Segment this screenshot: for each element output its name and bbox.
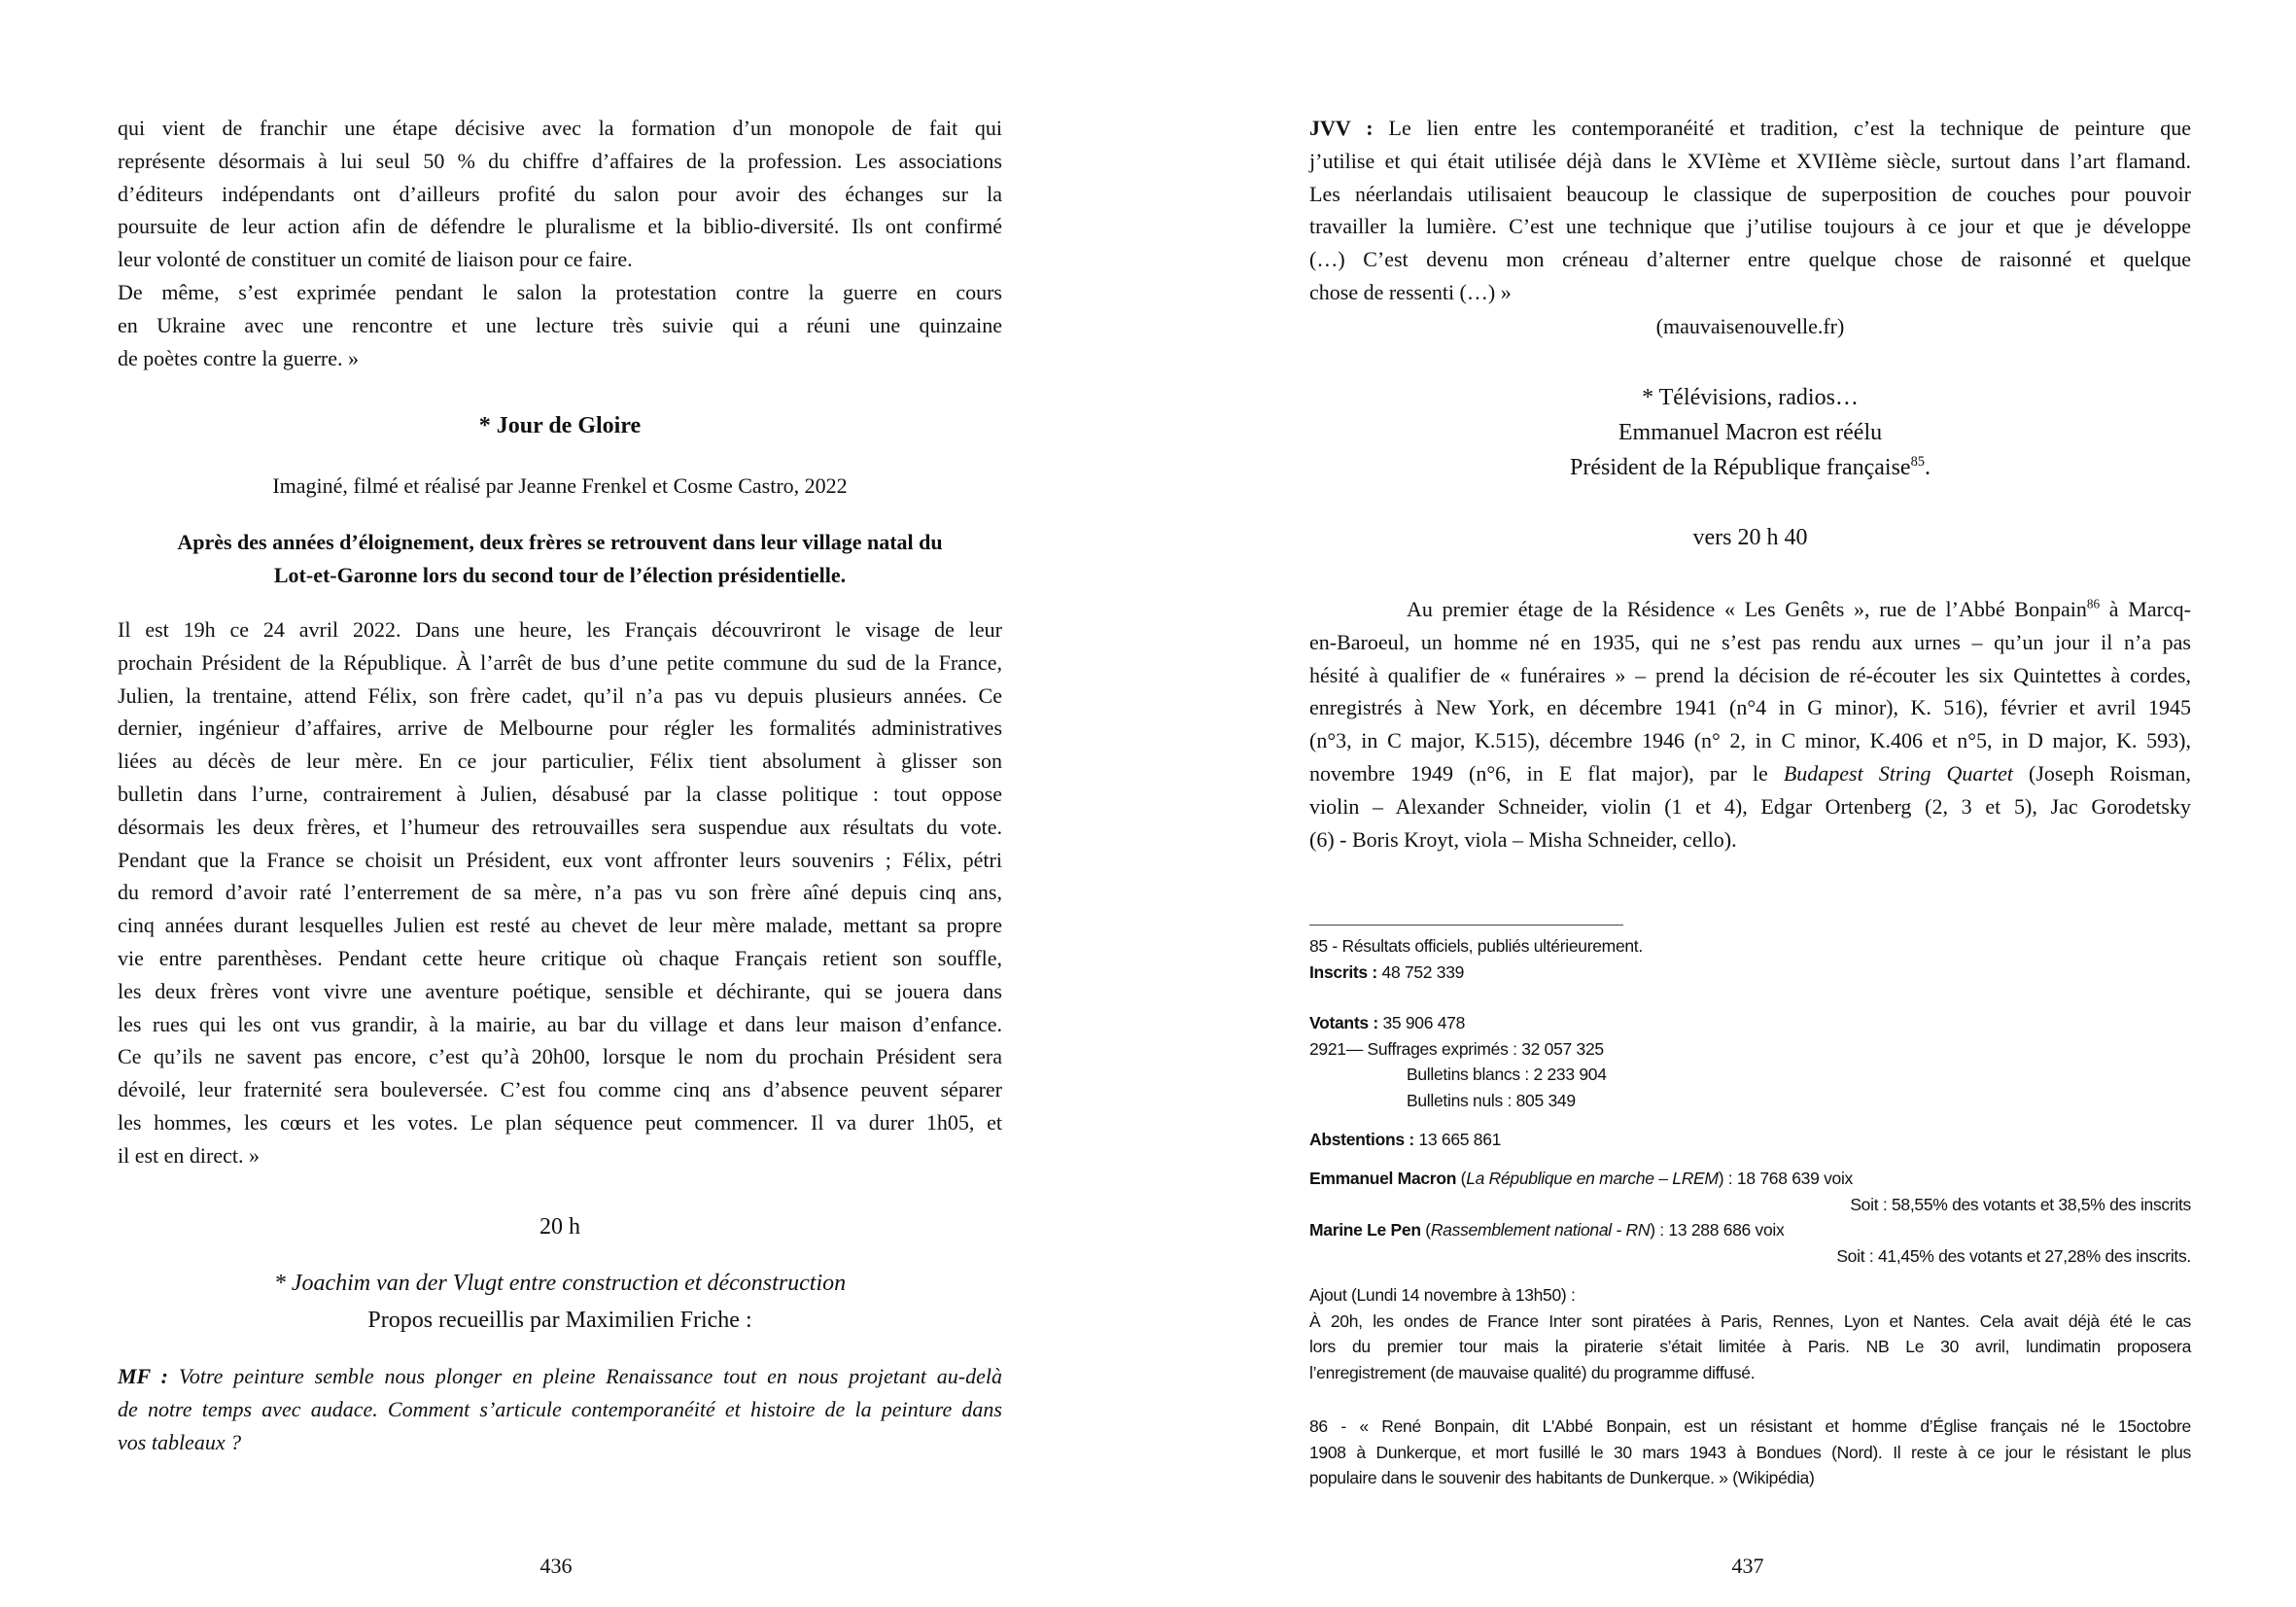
text-line: [1309, 790, 2191, 823]
text-line: [1309, 1062, 2191, 1088]
text-line: [118, 559, 1002, 592]
text-line: [1309, 112, 2191, 145]
text-run: * Télévisions, radios…: [1642, 385, 1859, 410]
text-line: [1309, 757, 2191, 790]
text-line: [1309, 1192, 2191, 1218]
interview-answer: [1309, 112, 2191, 309]
film-tagline: [118, 526, 1002, 592]
text-line: [1309, 276, 2191, 309]
text-line: [1309, 1282, 2191, 1309]
text-line: [1309, 1334, 2191, 1360]
text-line: [118, 243, 1002, 276]
text-run: Ajout (Lundi 14 novembre à 13h50) :: [1309, 1285, 1576, 1305]
text-run: de notre temps avec audace. Comment s’articule contemporanéité et histoire de la peinture dans: [118, 1396, 1002, 1421]
text-run: les rues qui les ont vus grandir, à la mairie, au bar du village et dans leur maison d’enfance.: [118, 1011, 1002, 1036]
news-headline: [1309, 380, 2191, 485]
text-run: l’enregistrement (de mauvaise qualité) du programme diffusé.: [1309, 1362, 1756, 1382]
text-line: [1309, 626, 2191, 659]
section-heading: * Jour de Gloire: [478, 413, 642, 438]
text-line: [1309, 691, 2191, 724]
text-run: 48 752 339: [1381, 961, 1465, 982]
text-run: Au premier étage de la Résidence « Les Genêts », rue de l’Abbé Bonpain: [1407, 597, 2087, 621]
text-run: cinq années durant lesquelles Julien est resté au chevet de leur mère malade, mettant sa propre: [118, 913, 1002, 938]
text-run: 85 - Résultats officiels, publiés ultérieurement.: [1309, 936, 1643, 956]
text-line: [118, 680, 1002, 713]
text-line: [118, 1040, 1002, 1073]
text-run: (n°3, in C major, K.515), décembre 1946 (n° 2, in C minor, K.406 et n°5, in D major, K. 593),: [1309, 728, 2191, 753]
page-number: 437: [1731, 1554, 1764, 1578]
text-run: De même, s’est exprimée pendant le salon la protestation contre la guerre en cours: [118, 279, 1002, 304]
text-run: (…) C’est devenu mon créneau d’alterner entre quelque chose de raisonné et quelque: [1309, 247, 2191, 272]
time-heading: 20 h: [539, 1214, 580, 1240]
page-number: 436: [539, 1554, 573, 1578]
text-run: travailler la lumière. C’est une technique que j’utilise toujours à ce jour et que je développe: [1309, 214, 2191, 239]
text-run: Soit : 58,55% des votants et 38,5% des inscrits: [1850, 1194, 2191, 1214]
text-run: Soit : 41,45% des votants et 27,28% des inscrits.: [1836, 1245, 2191, 1266]
text-line: [1309, 415, 2191, 450]
text-line: [1309, 450, 2191, 485]
text-line: [1309, 960, 2191, 986]
text-run: représente désormais à lui seul 50 % du chiffre d’affaires de la profession. Les associations: [118, 148, 1002, 173]
text-line: [118, 178, 1002, 211]
text-run: en-Baroeul, un homme né en 1935, qui ne s’est pas rendu aux urnes – qu’un jour il n’a pas: [1309, 629, 2191, 654]
text-run: Emmanuel Macron est réélu: [1618, 420, 1883, 445]
text-line: [118, 309, 1002, 342]
text-line: [1309, 1243, 2191, 1270]
text-run: Votants :: [1309, 1013, 1383, 1032]
text-run: violin – Alexander Schneider, violin (1 et 4), Edgar Ortenberg (2, 3 et 5), Jac Gorodetsky: [1309, 793, 2191, 819]
text-line: [1309, 210, 2191, 243]
text-line: [1309, 1360, 2191, 1386]
text-line: [118, 778, 1002, 811]
text-run: leur volonté de constituer un comité de liaison pour ce faire.: [118, 247, 633, 272]
text-line: [118, 342, 1002, 375]
text-run: enregistrés à New York, en décembre 1941 (n°4 in G minor), K. 516), février et avril 1945: [1309, 695, 2191, 720]
footnote-85-candidates: [1309, 1166, 2191, 1269]
text-line: [1309, 593, 2191, 626]
text-line: [1309, 659, 2191, 692]
text-line: [1309, 1217, 2191, 1243]
interview-title: * Joachim van der Vlugt entre construction et déconstruction: [273, 1271, 847, 1296]
text-line: [118, 811, 1002, 844]
text-run: prochain Président de la République. À l’arrêt de bus d’une petite commune du sud de la France,: [118, 649, 1002, 675]
film-synopsis: [118, 613, 1002, 1172]
text-line: [1309, 178, 2191, 211]
text-line: [1309, 1036, 2191, 1063]
text-run: les hommes, les cœurs et les votes. Le plan séquence peut commencer. Il va durer 1h05, et: [118, 1109, 1002, 1135]
text-run: Inscrits :: [1309, 961, 1382, 982]
text-run: 35 906 478: [1382, 1013, 1466, 1032]
text-line: [118, 1008, 1002, 1041]
film-credit: Imaginé, filmé et réalisé par Jeanne Frenkel et Cosme Castro, 2022: [272, 473, 848, 498]
footnote-separator: [1309, 925, 1623, 926]
text-line: [118, 909, 1002, 942]
text-run: Votre peinture semble nous plonger en pleine Renaissance tout en nous projetant au-delà: [178, 1364, 1002, 1388]
text-line: [118, 876, 1002, 909]
text-run: Emmanuel Macron: [1309, 1169, 1457, 1188]
text-run: les deux frères vont vivre une aventure poétique, sensible et déchirante, qui se jouera dans: [118, 978, 1002, 1003]
footnote-86: [1309, 1414, 2191, 1491]
text-line: [118, 526, 1002, 559]
text-run: Après des années d’éloignement, deux frères se retrouvent dans leur village natal du: [177, 530, 943, 554]
text-line: [1309, 1127, 2191, 1153]
text-run: 1908 à Dunkerque, et mort fusillé le 30 mars 1943 à Bondues (Nord). Il reste à ce jour le résistant le plus: [1309, 1442, 2191, 1462]
text-line: [118, 112, 1002, 145]
text-run: hésité à qualifier de « funéraires » – prend la décision de ré-écouter les six Quintettes à cordes,: [1309, 662, 2191, 687]
text-run: JVV :: [1309, 116, 1389, 140]
text-line: [118, 1073, 1002, 1106]
text-run: (Joseph Roisman,: [2013, 760, 2191, 786]
text-run: poursuite de leur action afin de défendre le pluralisme et la biblio-diversité. Ils ont confirmé: [118, 214, 1002, 239]
text-line: [1309, 1465, 2191, 1491]
text-line: [1309, 145, 2191, 178]
text-line: [118, 613, 1002, 646]
time-heading: vers 20 h 40: [1692, 525, 1808, 550]
text-line: [1309, 933, 2191, 960]
text-run: MF :: [118, 1364, 179, 1388]
text-line: [1309, 1010, 2191, 1036]
text-run: liées au décès de leur mère. En ce jour particulier, Félix tient absolument à glisser son: [118, 749, 1002, 774]
text-run: Budapest String Quartet: [1783, 760, 2013, 786]
interview-byline: Propos recueillis par Maximilien Friche :: [367, 1308, 752, 1333]
text-run: 13 665 861: [1418, 1130, 1502, 1149]
interview-question: [118, 1360, 1002, 1458]
text-run: .: [1924, 455, 1931, 480]
text-run: Ce qu’ils ne savent pas encore, c’est qu’à 20h00, lorsque le nom du prochain Président sera: [118, 1044, 1002, 1069]
text-run: (6) - Boris Kroyt, viola – Misha Schneider, cello).: [1309, 826, 1737, 852]
text-line: [118, 1106, 1002, 1139]
text-run: d’éditeurs indépendants ont d’ailleurs profité du salon pour avoir des échanges sur la: [118, 181, 1002, 206]
text-line: [118, 276, 1002, 309]
text-run: vie entre parenthèses. Pendant cette heure critique où chaque Français retient son souffle,: [118, 945, 1002, 970]
text-run: qui vient de franchir une étape décisive avec la formation d’un monopole de fait qui: [118, 116, 1002, 140]
text-run: La République en marche – LREM: [1466, 1169, 1719, 1188]
text-run: Bulletins nuls : 805 349: [1407, 1090, 1576, 1110]
footnote-85-voters: [1309, 1010, 2191, 1113]
right-page: [1148, 0, 2296, 1607]
text-line: [118, 712, 1002, 745]
footnote-85-registered: [1309, 933, 2191, 985]
text-line: [118, 210, 1002, 243]
text-line: [1309, 724, 2191, 757]
footnote-reference: 86: [2086, 596, 2101, 611]
text-line: [118, 975, 1002, 1008]
text-run: populaire dans le souvenir des habitants de Dunkerque. » (Wikipédia): [1309, 1468, 1815, 1488]
text-line: [118, 1426, 1002, 1459]
source-citation: (mauvaisenouvelle.fr): [1655, 314, 1845, 338]
text-line: [1309, 823, 2191, 856]
text-line: [1309, 1440, 2191, 1466]
text-run: ) : 13 288 686 voix: [1650, 1220, 1785, 1240]
narrative-paragraph: [1309, 593, 2191, 856]
text-run: il est en direct. »: [118, 1142, 261, 1168]
text-line: [118, 844, 1002, 877]
text-run: À 20h, les ondes de France Inter sont piratées à Paris, Rennes, Lyon et Nantes. Cela avait déjà été le cas: [1309, 1310, 2191, 1331]
text-line: [1309, 1414, 2191, 1440]
intro-paragraphs: [118, 112, 1002, 374]
text-run: du remord d’avoir raté l’enterrement de sa mère, n’a pas vu son frère aîné depuis cinq ans,: [118, 880, 1002, 905]
text-run: (: [1456, 1169, 1467, 1188]
text-run: ) : 18 768 639 voix: [1718, 1169, 1853, 1188]
text-run: chose de ressenti (…) »: [1309, 279, 1512, 304]
footnote-addendum: [1309, 1282, 2191, 1385]
text-run: 2921— Suffrages exprimés : 32 057 325: [1309, 1038, 1604, 1059]
text-run: Marine Le Pen: [1309, 1220, 1421, 1240]
text-run: bulletin dans l’urne, contrairement à Julien, désabusé par la classe politique : tout oppose: [118, 781, 1002, 806]
text-run: (: [1420, 1220, 1431, 1240]
text-run: lors du premier tour mais la piraterie s’était limitée à Paris. NB Le 30 avril, lundimatin proposera: [1309, 1337, 2191, 1357]
text-line: [118, 145, 1002, 178]
text-line: [1309, 380, 2191, 415]
text-line: [1309, 1309, 2191, 1335]
text-run: Le lien entre les contemporanéité et tradition, c’est la technique de peinture que: [1388, 116, 2191, 140]
text-run: désormais les deux frères, et l’humeur des retrouvailles sera suspendue aux résultats du vote.: [118, 814, 1002, 839]
text-run: en Ukraine avec une rencontre et une lecture très suivie qui a réuni une quinzaine: [118, 312, 1002, 337]
text-run: de poètes contre la guerre. »: [118, 345, 359, 370]
footnote-reference: 85: [1910, 454, 1925, 470]
text-run: Président de la République française: [1570, 455, 1911, 480]
text-line: [1309, 1166, 2191, 1192]
text-line: [118, 1139, 1002, 1172]
text-run: Il est 19h ce 24 avril 2022. Dans une heure, les Français découvriront le visage de leur: [118, 617, 1002, 642]
text-line: [118, 1360, 1002, 1393]
text-run: Rassemblement national - RN: [1430, 1220, 1651, 1240]
text-run: dernier, ingénieur d’affaires, arrive de Melbourne pour régler les formalités administratives: [118, 716, 1002, 741]
text-run: dévoilé, leur fraternité sera bouleversée. C’est fou comme cinq ans d’absence peuvent séparer: [118, 1077, 1002, 1102]
text-line: [118, 1393, 1002, 1426]
text-run: Les néerlandais utilisaient beaucoup le classique de superposition de couches pour pouvoir: [1309, 181, 2191, 206]
text-run: Bulletins blancs : 2 233 904: [1407, 1065, 1607, 1085]
text-run: novembre 1949 (n°6, in E flat major), par le: [1309, 760, 1784, 786]
text-run: 86 - « René Bonpain, dit L'Abbé Bonpain, est un résistant et homme d’Église français né le 15octobre: [1309, 1416, 2191, 1436]
text-line: [1309, 243, 2191, 276]
text-run: Abstentions :: [1309, 1130, 1419, 1149]
footnote-85-abstentions: [1309, 1127, 2191, 1153]
text-run: j’utilise et qui était utilisée déjà dans le XVIème et XVIIème siècle, surtout dans l’art flamand.: [1309, 148, 2191, 173]
text-line: [1309, 1088, 2191, 1114]
text-run: vos tableaux ?: [118, 1429, 242, 1454]
text-line: [118, 942, 1002, 975]
text-line: [118, 646, 1002, 680]
text-run: Julien, la trentaine, attend Félix, son frère cadet, qu’il n’a pas vu depuis plusieurs années. Ce: [118, 682, 1002, 708]
text-run: à Marcq-: [2100, 597, 2191, 621]
text-run: Pendant que la France se choisit un Président, eux vont affronter leurs souvenirs ; Félix, pétri: [118, 847, 1002, 872]
text-run: Lot-et-Garonne lors du second tour de l’élection présidentielle.: [273, 562, 847, 587]
text-line: [118, 745, 1002, 778]
